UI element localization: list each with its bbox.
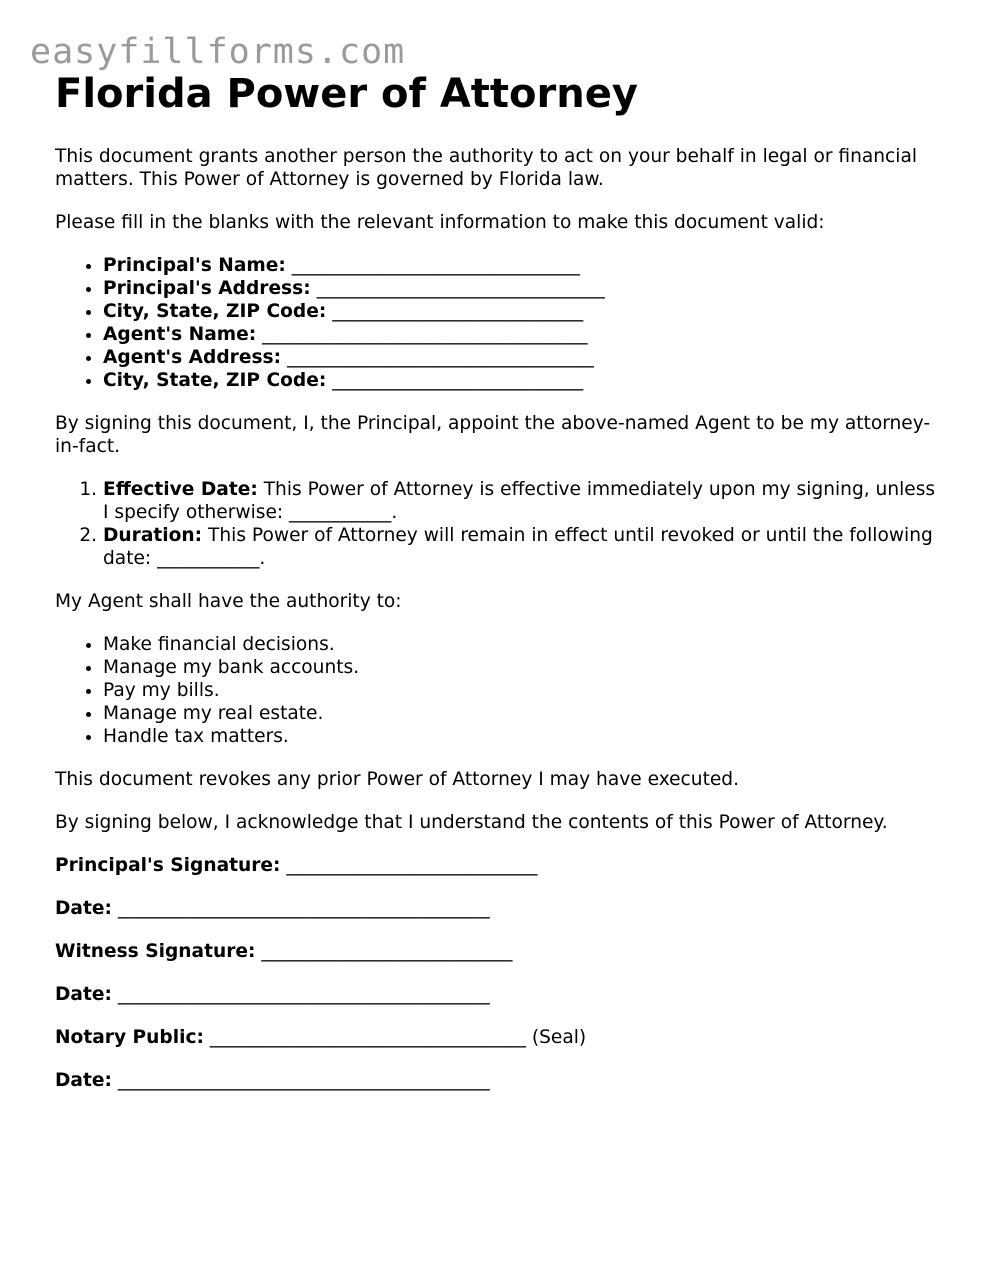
appointment-paragraph: By signing this document, I, the Principal, appoint the above-named Agent to be my attorney-in-fact. [55,413,931,457]
seal-label: (Seal) [525,1027,587,1048]
field-label: Principal's Name: [103,255,286,276]
signature-blank[interactable]: ________________________________________ [117,1070,490,1091]
intro-paragraph: This document grants another person the authority to act on your behalf in legal or financial matters. This Power of Attorney is governed by Florida law. [55,146,918,190]
power-item: • Manage my bank accounts. [103,656,945,679]
signature-blank[interactable]: __________________________________ [209,1027,526,1048]
signature-label: Date: [55,898,112,919]
field-label: Agent's Name: [103,324,257,345]
term-label: Effective Date: [103,479,258,500]
witness-signature-line[interactable] [55,940,945,963]
revocation-paragraph: This document revokes any prior Power of Attorney I may have executed. [55,769,740,790]
term-text: This Power of Attorney will remain in effect until revoked or until the following date: ___________. [103,525,933,569]
field-label: Principal's Address: [103,278,311,299]
signature-blank[interactable]: ________________________________________ [117,898,490,919]
document-title: Florida Power of Attorney [55,71,638,117]
signature-blank[interactable]: ________________________________________ [117,984,490,1005]
signature-label: Date: [55,984,112,1005]
notary-date-line[interactable] [55,1069,945,1092]
power-item: • Pay my bills. [103,679,945,702]
acknowledgment-paragraph: By signing below, I acknowledge that I understand the contents of this Power of Attorney. [55,812,888,833]
term-text: This Power of Attorney is effective immediately upon my signing, unless I specify otherwise: ___________. [103,479,936,523]
signature-label: Witness Signature: [55,941,256,962]
principal-signature-line[interactable] [55,854,945,877]
field-blank[interactable]: ___________________________ [332,301,584,322]
field-blank[interactable]: _________________________________ [286,347,594,368]
power-item: • Manage my real estate. [103,702,945,725]
field-label: City, State, ZIP Code: [103,301,327,322]
field-agent-city-state-zip[interactable] [103,369,945,392]
field-agent-name[interactable] [103,323,945,346]
signature-label: Principal's Signature: [55,855,281,876]
signature-label: Date: [55,1070,112,1091]
field-blank[interactable]: ___________________________________ [262,324,588,345]
term-effective-date [103,478,945,524]
watermark: easyfillforms.com [30,32,406,72]
field-blank[interactable]: _______________________________ [291,255,580,276]
signature-label: Notary Public: [55,1027,204,1048]
signature-blank[interactable]: ___________________________ [261,941,513,962]
document-body [55,70,945,1092]
power-item: • Make financial decisions. [103,633,945,656]
field-principal-address[interactable] [103,277,945,300]
authority-heading: My Agent shall have the authority to: [55,591,402,612]
witness-date-line[interactable] [55,983,945,1006]
field-agent-address[interactable] [103,346,945,369]
term-duration [103,524,945,570]
signature-blank[interactable]: ___________________________ [286,855,538,876]
field-principal-city-state-zip[interactable] [103,300,945,323]
field-principal-name[interactable] [103,254,945,277]
power-item: • Handle tax matters. [103,725,945,748]
field-label: Agent's Address: [103,347,282,368]
field-label: City, State, ZIP Code: [103,370,327,391]
notary-public-line[interactable] [55,1026,945,1049]
field-blank[interactable]: _______________________________ [316,278,605,299]
principal-date-line[interactable] [55,897,945,920]
instructions-paragraph: Please fill in the blanks with the relevant information to make this document valid: [55,212,825,233]
terms-list [55,478,945,570]
party-fields-list [55,254,945,392]
field-blank[interactable]: ___________________________ [332,370,584,391]
powers-list [55,633,945,748]
term-label: Duration: [103,525,203,546]
